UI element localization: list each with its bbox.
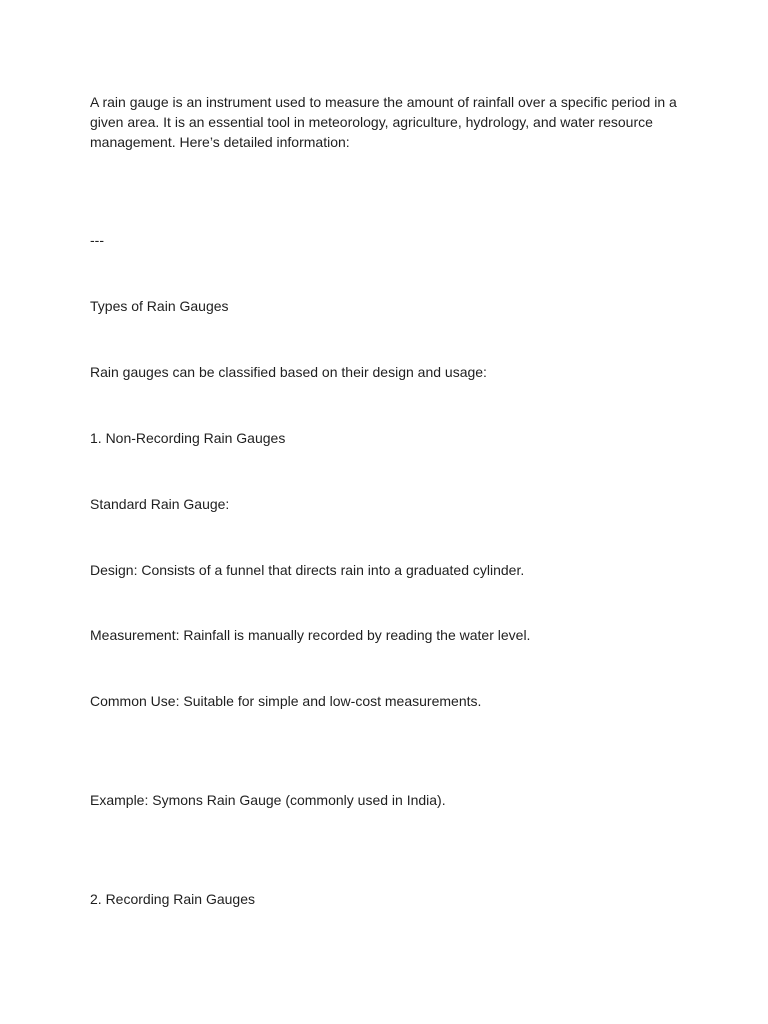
section-separator: --- [90, 232, 104, 248]
design-line: Design: Consists of a funnel that directs rain into a graduated cylinder. [90, 562, 525, 578]
non-recording-heading: 1. Non-Recording Rain Gauges [90, 430, 286, 446]
example-line: Example: Symons Rain Gauge (commonly used in India). [90, 792, 446, 808]
measurement-line: Measurement: Rainfall is manually recorded by reading the water level. [90, 627, 531, 643]
intro-paragraph: A rain gauge is an instrument used to measure the amount of rainfall over a specific period in a given area. It is an essential tool in meteorology, agriculture, hydrology, and water resource management. Here’s detailed information: [90, 94, 677, 150]
recording-heading: 2. Recording Rain Gauges [90, 891, 255, 907]
types-heading: Types of Rain Gauges [90, 298, 229, 314]
types-intro-paragraph: Rain gauges can be classified based on their design and usage: [90, 364, 487, 380]
standard-gauge-label: Standard Rain Gauge: [90, 496, 230, 512]
common-use-line: Common Use: Suitable for simple and low-cost measurements. [90, 693, 482, 709]
